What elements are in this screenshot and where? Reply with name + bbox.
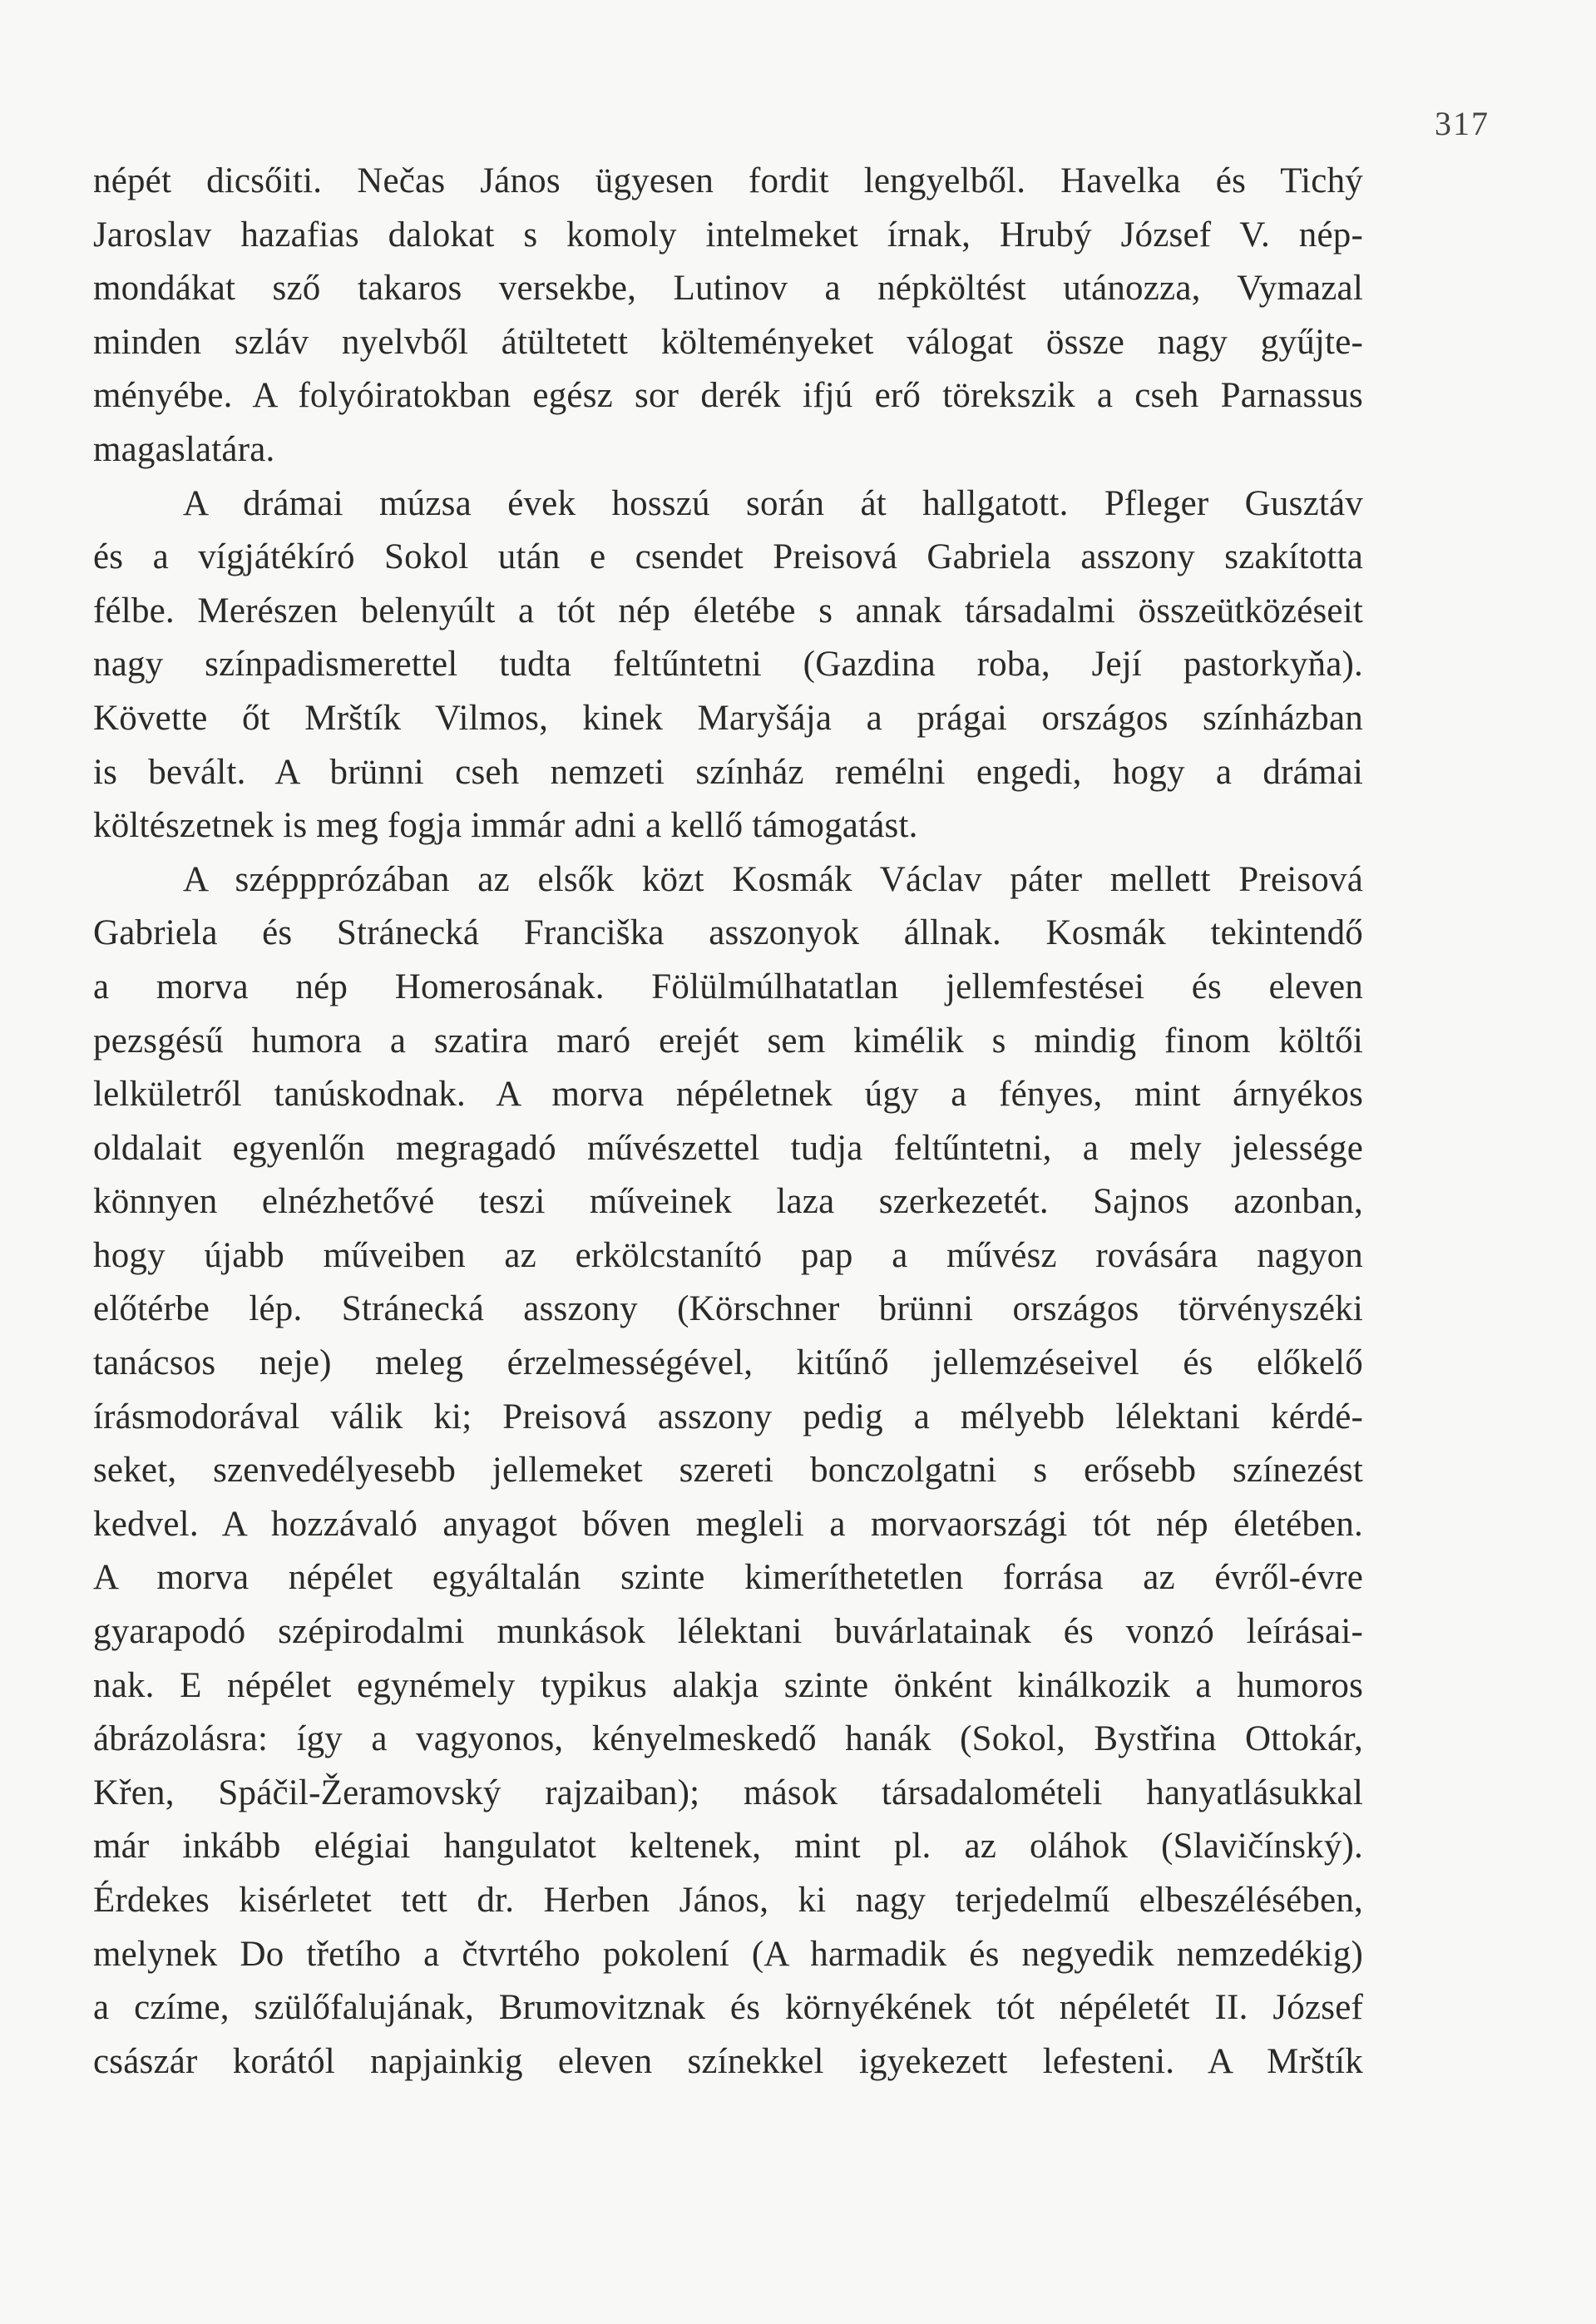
text-line: Křen, Spáčil-Žeramovský rajzaiban); mások társadalomételi hanyatlásukkal [93, 1773, 1363, 1812]
text-line: ményébe. A folyóiratokban egész sor derék ifjú erő törekszik a cseh Parnassus [93, 376, 1363, 416]
text-line: Érdekes kisérletet tett dr. Herben János, ki nagy terjedelmű elbeszélésében, [93, 1881, 1363, 1920]
body-text [93, 155, 1363, 2089]
text-line: Gabriela és Stránecká Franciška asszonyok állnak. Kosmák tekintendő [93, 913, 1363, 953]
text-line: a czíme, szülőfalujának, Brumovitznak és környékének tót népéletét II. József [93, 1988, 1363, 2028]
text-line: és a vígjátékíró Sokol után e csendet Preisová Gabriela asszony szakította [93, 537, 1363, 577]
text-line: oldalait egyenlőn megragadó művészettel tudja feltűntetni, a mely jelessége [93, 1128, 1363, 1168]
text-line: melynek Do třetího a čtvrtého pokolení (A harmadik és negyedik nemzedékig) [93, 1934, 1363, 1974]
text-line: minden szláv nyelvből átültetett költeményeket válogat össze nagy gyűjte- [93, 322, 1363, 362]
text-line: nagy színpadismerettel tudta feltűntetni (Gazdina roba, Její pastorkyňa). [93, 645, 1363, 685]
text-line: mondákat sző takaros versekbe, Lutinov a népköltést utánozza, Vymazal [93, 269, 1363, 309]
text-line: könnyen elnézhetővé teszi műveinek laza szerkezetét. Sajnos azonban, [93, 1182, 1363, 1222]
text-line: tanácsos neje) meleg érzelmességével, kitűnő jellemzéseivel és előkelő [93, 1343, 1363, 1383]
text-line: a morva nép Homerosának. Fölülmúlhatatlan jellemfestései és eleven [93, 967, 1363, 1006]
text-line: írásmodorával válik ki; Preisová asszony pedig a mélyebb lélektani kérdé- [93, 1397, 1363, 1436]
text-line: már inkább elégiai hangulatot keltenek, mint pl. az oláhok (Slavičínský). [93, 1827, 1363, 1867]
page-number: 317 [1435, 105, 1490, 142]
text-line: A morva népélet egyáltalán szinte kimeríthetetlen forrása az évről-évre [93, 1558, 1363, 1598]
text-line: kedvel. A hozzávaló anyagot bőven megleli a morvaországi tót nép életében. [93, 1504, 1363, 1544]
text-line: ábrázolásra: így a vagyonos, kényelmeskedő hanák (Sokol, Bystřina Ottokár, [93, 1719, 1363, 1759]
text-line: is bevált. A brünni cseh nemzeti színház remélni engedi, hogy a drámai [93, 752, 1363, 792]
text-line: császár korától napjainkig eleven színekkel igyekezett lefesteni. A Mrštík [93, 2041, 1363, 2081]
text-line: félbe. Merészen belenyúlt a tót nép életébe s annak társadalmi összeütközéseit [93, 591, 1363, 630]
text-line: nak. E népélet egynémely typikus alakja szinte önként kinálkozik a humoros [93, 1665, 1363, 1705]
text-line: költészetnek is meg fogja immár adni a kellő támogatást. [93, 806, 918, 846]
text-line: Jaroslav hazafias dalokat s komoly intelmeket írnak, Hrubý József V. nép- [93, 215, 1363, 255]
text-line: hogy újabb műveiben az erkölcstanító pap a művész rovására nagyon [93, 1235, 1363, 1275]
text-line: seket, szenvedélyesebb jellemeket szereti bonczolgatni s erősebb színezést [93, 1451, 1363, 1491]
text-line: Követte őt Mrštík Vilmos, kinek Maryšája a prágai országos színházban [93, 698, 1363, 738]
text-line: gyarapodó szépirodalmi munkások lélektani buvárlatainak és vonzó leírásai- [93, 1612, 1363, 1652]
text-line: magaslatára. [93, 429, 275, 469]
text-line: előtérbe lép. Stránecká asszony (Körschner brünni országos törvényszéki [93, 1289, 1363, 1329]
text-line: pezsgésű humora a szatira maró erejét sem kimélik s mindig finom költői [93, 1021, 1363, 1061]
text-line: A széppprózában az elsők közt Kosmák Václav páter mellett Preisová [183, 859, 1363, 899]
text-line: lelkületről tanúskodnak. A morva népéletnek úgy a fényes, mint árnyékos [93, 1075, 1363, 1115]
text-line: A drámai múzsa évek hosszú során át hallgatott. Pfleger Gusztáv [183, 483, 1363, 523]
text-line: népét dicsőiti. Nečas János ügyesen fordit lengyelből. Havelka és Tichý [93, 161, 1363, 200]
